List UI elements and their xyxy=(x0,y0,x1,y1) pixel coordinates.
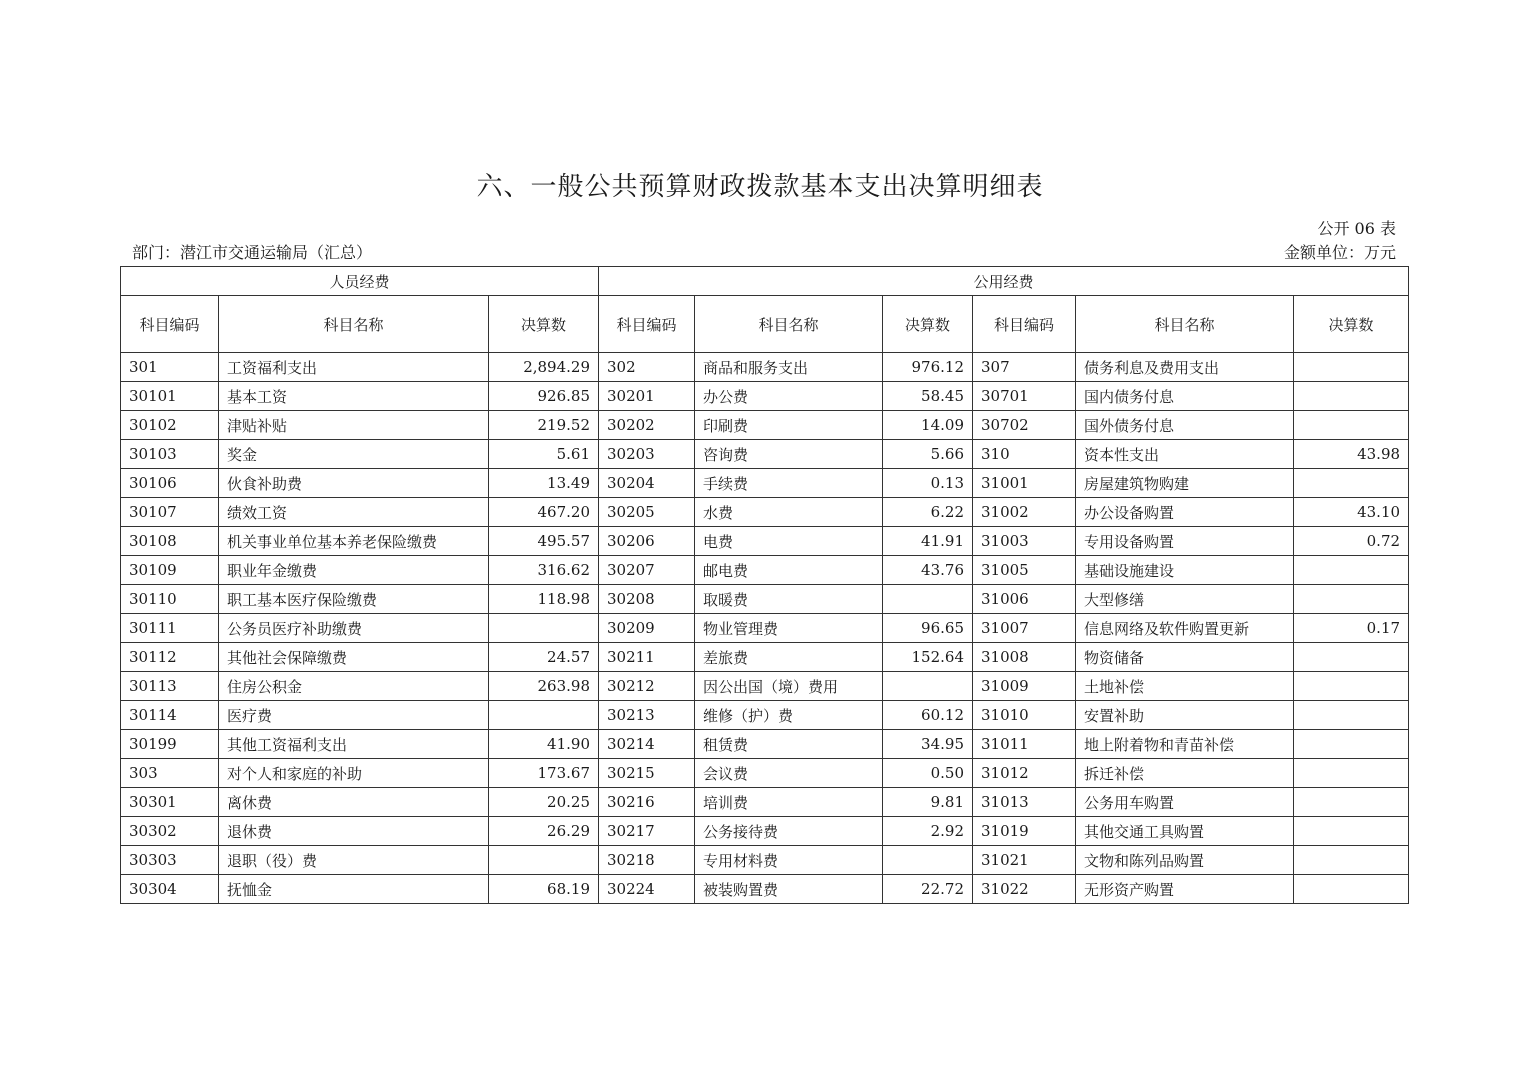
cell-code: 31002 xyxy=(973,498,1076,527)
amount-unit-label: 金额单位：万元 xyxy=(1283,243,1396,262)
cell-amount xyxy=(489,614,599,643)
cell-code: 31019 xyxy=(973,817,1076,846)
cell-amount xyxy=(1294,556,1409,585)
cell-amount xyxy=(1294,875,1409,904)
cell-name: 专用设备购置 xyxy=(1076,527,1294,556)
cell-amount xyxy=(883,672,973,701)
cell-amount xyxy=(1294,469,1409,498)
cell-code: 31005 xyxy=(973,556,1076,585)
cell-code: 30203 xyxy=(599,440,695,469)
cell-name: 基本工资 xyxy=(219,382,489,411)
cell-code: 30304 xyxy=(121,875,219,904)
cell-amount: 68.19 xyxy=(489,875,599,904)
cell-name: 公务员医疗补助缴费 xyxy=(219,614,489,643)
cell-code: 30106 xyxy=(121,469,219,498)
cell-amount xyxy=(1294,730,1409,759)
cell-name: 邮电费 xyxy=(695,556,883,585)
group-header-row xyxy=(121,267,1409,296)
cell-name: 债务利息及费用支出 xyxy=(1076,353,1294,382)
cell-name: 商品和服务支出 xyxy=(695,353,883,382)
cell-amount: 2,894.29 xyxy=(489,353,599,382)
cell-name: 地上附着物和青苗补偿 xyxy=(1076,730,1294,759)
cell-name: 咨询费 xyxy=(695,440,883,469)
table-row xyxy=(121,846,1409,875)
cell-code: 30205 xyxy=(599,498,695,527)
cell-name: 房屋建筑物购建 xyxy=(1076,469,1294,498)
cell-amount xyxy=(1294,643,1409,672)
cell-code: 30199 xyxy=(121,730,219,759)
table-row xyxy=(121,614,1409,643)
column-header-name: 科目名称 xyxy=(695,296,883,353)
cell-amount: 41.90 xyxy=(489,730,599,759)
cell-amount xyxy=(1294,759,1409,788)
cell-code: 30102 xyxy=(121,411,219,440)
cell-code: 30303 xyxy=(121,846,219,875)
cell-code: 301 xyxy=(121,353,219,382)
cell-amount: 34.95 xyxy=(883,730,973,759)
cell-name: 差旅费 xyxy=(695,643,883,672)
cell-name: 公务用车购置 xyxy=(1076,788,1294,817)
column-header-name: 科目名称 xyxy=(219,296,489,353)
cell-code: 31021 xyxy=(973,846,1076,875)
cell-code: 30109 xyxy=(121,556,219,585)
cell-name: 绩效工资 xyxy=(219,498,489,527)
cell-amount: 316.62 xyxy=(489,556,599,585)
table-row xyxy=(121,469,1409,498)
cell-amount: 96.65 xyxy=(883,614,973,643)
column-header-name: 科目名称 xyxy=(1076,296,1294,353)
cell-code: 31010 xyxy=(973,701,1076,730)
cell-code: 30214 xyxy=(599,730,695,759)
cell-name: 手续费 xyxy=(695,469,883,498)
cell-name: 租赁费 xyxy=(695,730,883,759)
cell-amount: 0.17 xyxy=(1294,614,1409,643)
cell-code: 31008 xyxy=(973,643,1076,672)
cell-amount: 5.66 xyxy=(883,440,973,469)
cell-name: 印刷费 xyxy=(695,411,883,440)
cell-name: 取暖费 xyxy=(695,585,883,614)
cell-amount xyxy=(1294,411,1409,440)
cell-name: 退职（役）费 xyxy=(219,846,489,875)
group-public-header: 公用经费 xyxy=(599,267,1409,296)
cell-code: 31013 xyxy=(973,788,1076,817)
column-header-amount: 决算数 xyxy=(489,296,599,353)
table-row xyxy=(121,440,1409,469)
cell-amount: 58.45 xyxy=(883,382,973,411)
cell-code: 31022 xyxy=(973,875,1076,904)
cell-code: 31012 xyxy=(973,759,1076,788)
cell-code: 30101 xyxy=(121,382,219,411)
cell-amount xyxy=(1294,788,1409,817)
cell-name: 土地补偿 xyxy=(1076,672,1294,701)
table-row xyxy=(121,817,1409,846)
cell-amount: 22.72 xyxy=(883,875,973,904)
table-row xyxy=(121,730,1409,759)
cell-name: 因公出国（境）费用 xyxy=(695,672,883,701)
cell-amount: 14.09 xyxy=(883,411,973,440)
cell-name: 专用材料费 xyxy=(695,846,883,875)
cell-code: 31007 xyxy=(973,614,1076,643)
cell-name: 办公费 xyxy=(695,382,883,411)
table-row xyxy=(121,585,1409,614)
cell-code: 30114 xyxy=(121,701,219,730)
cell-name: 文物和陈列品购置 xyxy=(1076,846,1294,875)
cell-name: 奖金 xyxy=(219,440,489,469)
table-row xyxy=(121,498,1409,527)
cell-name: 国内债务付息 xyxy=(1076,382,1294,411)
cell-name: 伙食补助费 xyxy=(219,469,489,498)
cell-code: 30201 xyxy=(599,382,695,411)
cell-amount: 24.57 xyxy=(489,643,599,672)
cell-code: 30224 xyxy=(599,875,695,904)
column-header-amount: 决算数 xyxy=(1294,296,1409,353)
cell-code: 30204 xyxy=(599,469,695,498)
cell-amount: 118.98 xyxy=(489,585,599,614)
cell-code: 31009 xyxy=(973,672,1076,701)
cell-name: 水费 xyxy=(695,498,883,527)
cell-amount: 173.67 xyxy=(489,759,599,788)
cell-code: 30112 xyxy=(121,643,219,672)
cell-code: 30110 xyxy=(121,585,219,614)
cell-code: 30108 xyxy=(121,527,219,556)
cell-code: 30202 xyxy=(599,411,695,440)
cell-amount: 0.72 xyxy=(1294,527,1409,556)
cell-code: 30302 xyxy=(121,817,219,846)
cell-amount xyxy=(1294,701,1409,730)
cell-name: 退休费 xyxy=(219,817,489,846)
table-row xyxy=(121,759,1409,788)
cell-code: 307 xyxy=(973,353,1076,382)
cell-code: 30212 xyxy=(599,672,695,701)
cell-code: 30211 xyxy=(599,643,695,672)
cell-code: 30209 xyxy=(599,614,695,643)
cell-code: 30701 xyxy=(973,382,1076,411)
cell-name: 资本性支出 xyxy=(1076,440,1294,469)
cell-name: 其他社会保障缴费 xyxy=(219,643,489,672)
cell-code: 31011 xyxy=(973,730,1076,759)
cell-amount xyxy=(883,846,973,875)
cell-name: 信息网络及软件购置更新 xyxy=(1076,614,1294,643)
page-title: 六、一般公共预算财政拨款基本支出决算明细表 xyxy=(476,172,1044,202)
cell-name: 职业年金缴费 xyxy=(219,556,489,585)
cell-name: 培训费 xyxy=(695,788,883,817)
cell-amount: 219.52 xyxy=(489,411,599,440)
group-personnel-header: 人员经费 xyxy=(121,267,599,296)
cell-code: 30702 xyxy=(973,411,1076,440)
cell-amount: 263.98 xyxy=(489,672,599,701)
table-row xyxy=(121,382,1409,411)
cell-name: 住房公积金 xyxy=(219,672,489,701)
cell-name: 被装购置费 xyxy=(695,875,883,904)
cell-name: 大型修缮 xyxy=(1076,585,1294,614)
cell-amount: 9.81 xyxy=(883,788,973,817)
cell-amount: 0.13 xyxy=(883,469,973,498)
cell-amount xyxy=(883,585,973,614)
cell-name: 公务接待费 xyxy=(695,817,883,846)
cell-code: 30208 xyxy=(599,585,695,614)
cell-amount: 43.76 xyxy=(883,556,973,585)
cell-name: 会议费 xyxy=(695,759,883,788)
cell-name: 津贴补贴 xyxy=(219,411,489,440)
cell-amount xyxy=(1294,672,1409,701)
cell-amount xyxy=(489,701,599,730)
cell-code: 30107 xyxy=(121,498,219,527)
cell-name: 其他工资福利支出 xyxy=(219,730,489,759)
column-header-row xyxy=(121,296,1409,353)
cell-amount: 20.25 xyxy=(489,788,599,817)
cell-name: 物业管理费 xyxy=(695,614,883,643)
cell-name: 医疗费 xyxy=(219,701,489,730)
cell-name: 机关事业单位基本养老保险缴费 xyxy=(219,527,489,556)
cell-amount: 5.61 xyxy=(489,440,599,469)
cell-code: 302 xyxy=(599,353,695,382)
cell-amount: 43.10 xyxy=(1294,498,1409,527)
cell-name: 维修（护）费 xyxy=(695,701,883,730)
cell-code: 30113 xyxy=(121,672,219,701)
cell-amount xyxy=(1294,353,1409,382)
cell-amount: 976.12 xyxy=(883,353,973,382)
table-row xyxy=(121,875,1409,904)
cell-name: 抚恤金 xyxy=(219,875,489,904)
cell-code: 30301 xyxy=(121,788,219,817)
cell-amount: 26.29 xyxy=(489,817,599,846)
cell-code: 30103 xyxy=(121,440,219,469)
cell-amount: 43.98 xyxy=(1294,440,1409,469)
table-row xyxy=(121,672,1409,701)
cell-code: 30206 xyxy=(599,527,695,556)
cell-amount xyxy=(1294,817,1409,846)
cell-amount xyxy=(489,846,599,875)
cell-name: 安置补助 xyxy=(1076,701,1294,730)
cell-amount: 495.57 xyxy=(489,527,599,556)
cell-name: 拆迁补偿 xyxy=(1076,759,1294,788)
cell-code: 30213 xyxy=(599,701,695,730)
cell-code: 30111 xyxy=(121,614,219,643)
cell-amount xyxy=(1294,585,1409,614)
cell-name: 离休费 xyxy=(219,788,489,817)
cell-code: 31003 xyxy=(973,527,1076,556)
cell-name: 办公设备购置 xyxy=(1076,498,1294,527)
cell-code: 30215 xyxy=(599,759,695,788)
cell-amount: 6.22 xyxy=(883,498,973,527)
cell-code: 31006 xyxy=(973,585,1076,614)
expenditure-detail-table xyxy=(120,266,1409,904)
column-header-code: 科目编码 xyxy=(973,296,1076,353)
cell-name: 电费 xyxy=(695,527,883,556)
cell-code: 30217 xyxy=(599,817,695,846)
cell-amount: 467.20 xyxy=(489,498,599,527)
table-row xyxy=(121,556,1409,585)
column-header-code: 科目编码 xyxy=(599,296,695,353)
table-row xyxy=(121,353,1409,382)
cell-name: 职工基本医疗保险缴费 xyxy=(219,585,489,614)
column-header-amount: 决算数 xyxy=(883,296,973,353)
table-row xyxy=(121,527,1409,556)
cell-name: 无形资产购置 xyxy=(1076,875,1294,904)
cell-name: 基础设施建设 xyxy=(1076,556,1294,585)
cell-name: 物资储备 xyxy=(1076,643,1294,672)
column-header-code: 科目编码 xyxy=(121,296,219,353)
cell-name: 其他交通工具购置 xyxy=(1076,817,1294,846)
table-row xyxy=(121,701,1409,730)
cell-name: 国外债务付息 xyxy=(1076,411,1294,440)
cell-amount xyxy=(1294,382,1409,411)
cell-code: 30218 xyxy=(599,846,695,875)
cell-amount: 60.12 xyxy=(883,701,973,730)
cell-name: 工资福利支出 xyxy=(219,353,489,382)
cell-amount: 0.50 xyxy=(883,759,973,788)
form-number: 公开 06 表 xyxy=(1317,219,1396,238)
cell-amount: 152.64 xyxy=(883,643,973,672)
cell-code: 303 xyxy=(121,759,219,788)
cell-amount: 926.85 xyxy=(489,382,599,411)
cell-code: 31001 xyxy=(973,469,1076,498)
cell-code: 30216 xyxy=(599,788,695,817)
table-row xyxy=(121,788,1409,817)
cell-code: 30207 xyxy=(599,556,695,585)
cell-amount xyxy=(1294,846,1409,875)
cell-amount: 13.49 xyxy=(489,469,599,498)
cell-amount: 2.92 xyxy=(883,817,973,846)
cell-code: 310 xyxy=(973,440,1076,469)
table-row xyxy=(121,643,1409,672)
department-label: 部门：潜江市交通运输局（汇总） xyxy=(132,243,373,262)
cell-name: 对个人和家庭的补助 xyxy=(219,759,489,788)
table-row xyxy=(121,411,1409,440)
cell-amount: 41.91 xyxy=(883,527,973,556)
